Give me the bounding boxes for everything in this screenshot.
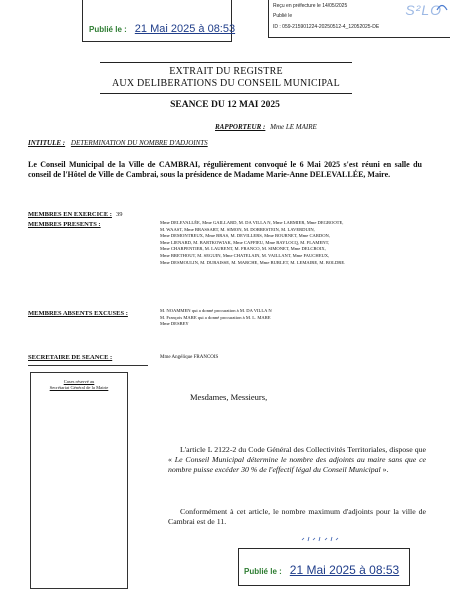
rapporteur — [215, 123, 317, 131]
publication-stamp-bottom — [238, 548, 410, 586]
article-text: L'article L 2122-2 du Code Général des Collectivités Territoriales, dispose que « — [168, 445, 426, 464]
article-quote: Le Conseil Municipal détermine le nombre des adjoints au maire sans que ce nombre puisse excéder 30 % de l'effectif légal du Conseil Municipal — [168, 455, 426, 474]
divider — [28, 365, 148, 366]
paragraph-article — [168, 445, 426, 475]
published-date-link[interactable]: 21 Mai 2025 à 08:53 — [289, 563, 400, 577]
members-absent-list — [160, 308, 422, 328]
slo-logo: S²LO — [405, 2, 442, 18]
seance-date: SEANCE DU 12 MAI 2025 — [170, 100, 280, 110]
publication-stamp-top — [82, 0, 236, 42]
intitule-value: DETERMINATION DU NOMBRE D'ADJOINTS — [70, 139, 208, 147]
published-line: Publié le — [273, 13, 293, 19]
list-item: Mme DESMOULIN, M. DUBAISSE, M. MARCHE, Mme BURLET, M. LEMAIRE, M. BOLDRE. — [160, 259, 346, 265]
published-label: Publié le : — [89, 25, 127, 34]
document-title — [100, 62, 352, 94]
list-item: Mme DEMONTREUX, Mme BRAS, M. DEVILLERS, Mme BOURNET, Mme CARDON, — [160, 233, 331, 239]
article-quote-end: ». — [380, 465, 389, 474]
members-present-list — [160, 220, 422, 266]
rapporteur-value: Mme LE MAIRE — [270, 123, 317, 131]
salutation: Mesdames, Messieurs, — [190, 392, 268, 402]
margin-note-line-1: Cases réservé au — [63, 379, 95, 384]
rapporteur-label: RAPPORTEUR : — [215, 123, 266, 131]
title-line-2: AUX DELIBERATIONS DU CONSEIL MUNICIPAL — [112, 78, 340, 89]
intitule — [28, 139, 208, 147]
published-label: Publié le : — [244, 567, 282, 576]
scribble-marks-icon — [300, 534, 340, 544]
list-item: Mme CHARPENTIER, M. LAURENT, M. FRANCO, M. SIMONET, Mme DELCROIX, — [160, 246, 326, 252]
logo-mark-icon — [436, 2, 448, 12]
list-item: M. NOAMMEN qui a donné procuration à M. DA VILLA N — [160, 308, 272, 313]
secretary-label: SECRETAIRE DE SEANCE : — [28, 354, 113, 361]
secretary-value: Mme Angélique FRANCOIS — [160, 355, 219, 360]
receipt-line: Reçu en préfecture le 14/05/2025 — [273, 3, 348, 9]
list-item: Mme BRETHOUT, M. SEGUIN, Mme CHATELAIN, M. VAILLANT, Mme FAUCHEUX, — [160, 252, 330, 258]
list-item: M. WAAST, Mme BRASSART, M. SIMON, M. DORRESTEIN, M. LAVERDUIN, — [160, 226, 315, 232]
title-line-1: EXTRAIT DU REGISTRE — [169, 66, 283, 77]
members-present-label: MEMBRES PRESENTS : — [28, 221, 101, 228]
document-id: ID : 059-215901224-20250512-4_12052025-DE — [273, 24, 380, 30]
list-item: Mme LIENARD, M. BARTKOWIAK, Mme CAFFIEU, Mme BAYLOCQ, M. FLAMENT, — [160, 239, 330, 245]
members-in-office — [28, 203, 122, 221]
intro-paragraph: Le Conseil Municipal de la Ville de CAMBRAI, régulièrement convoqué le 6 Mai 2025 s'est réuni en salle du conseil de l'Hôtel de Ville de Cambrai, sous la présidence de Madame Marie-Anne DELEVALLÉE, Maire. — [28, 160, 422, 179]
members-absent-label: MEMBRES ABSENTS EXCUSES : — [28, 310, 128, 317]
margin-note-line-2: Secrétariat Général de la Mairie — [49, 385, 109, 390]
reserved-margin-box — [30, 372, 128, 589]
list-item: Mme DESBEY — [160, 321, 189, 327]
published-date-link[interactable]: 21 Mai 2025 à 08:53 — [134, 23, 236, 35]
intitule-label: INTITULE : — [28, 139, 66, 147]
list-item: M. François MARE qui a donné procuration à M. L. MARE — [160, 314, 271, 320]
members-in-office-count: 39 — [115, 211, 123, 218]
list-item: Mme DELEVALLÉE, Mme GAILLARD, M. DA VILLA N, Mme LARMIER, Mme DEGROOTE, — [160, 220, 344, 225]
members-in-office-label: MEMBRES EN EXERCICE : — [28, 211, 112, 218]
paragraph-conclusion: Conformément à cet article, le nombre maximum d'adjoints pour la ville de Cambrai est de 11. — [168, 507, 426, 526]
prefecture-receipt-stamp — [268, 0, 450, 38]
